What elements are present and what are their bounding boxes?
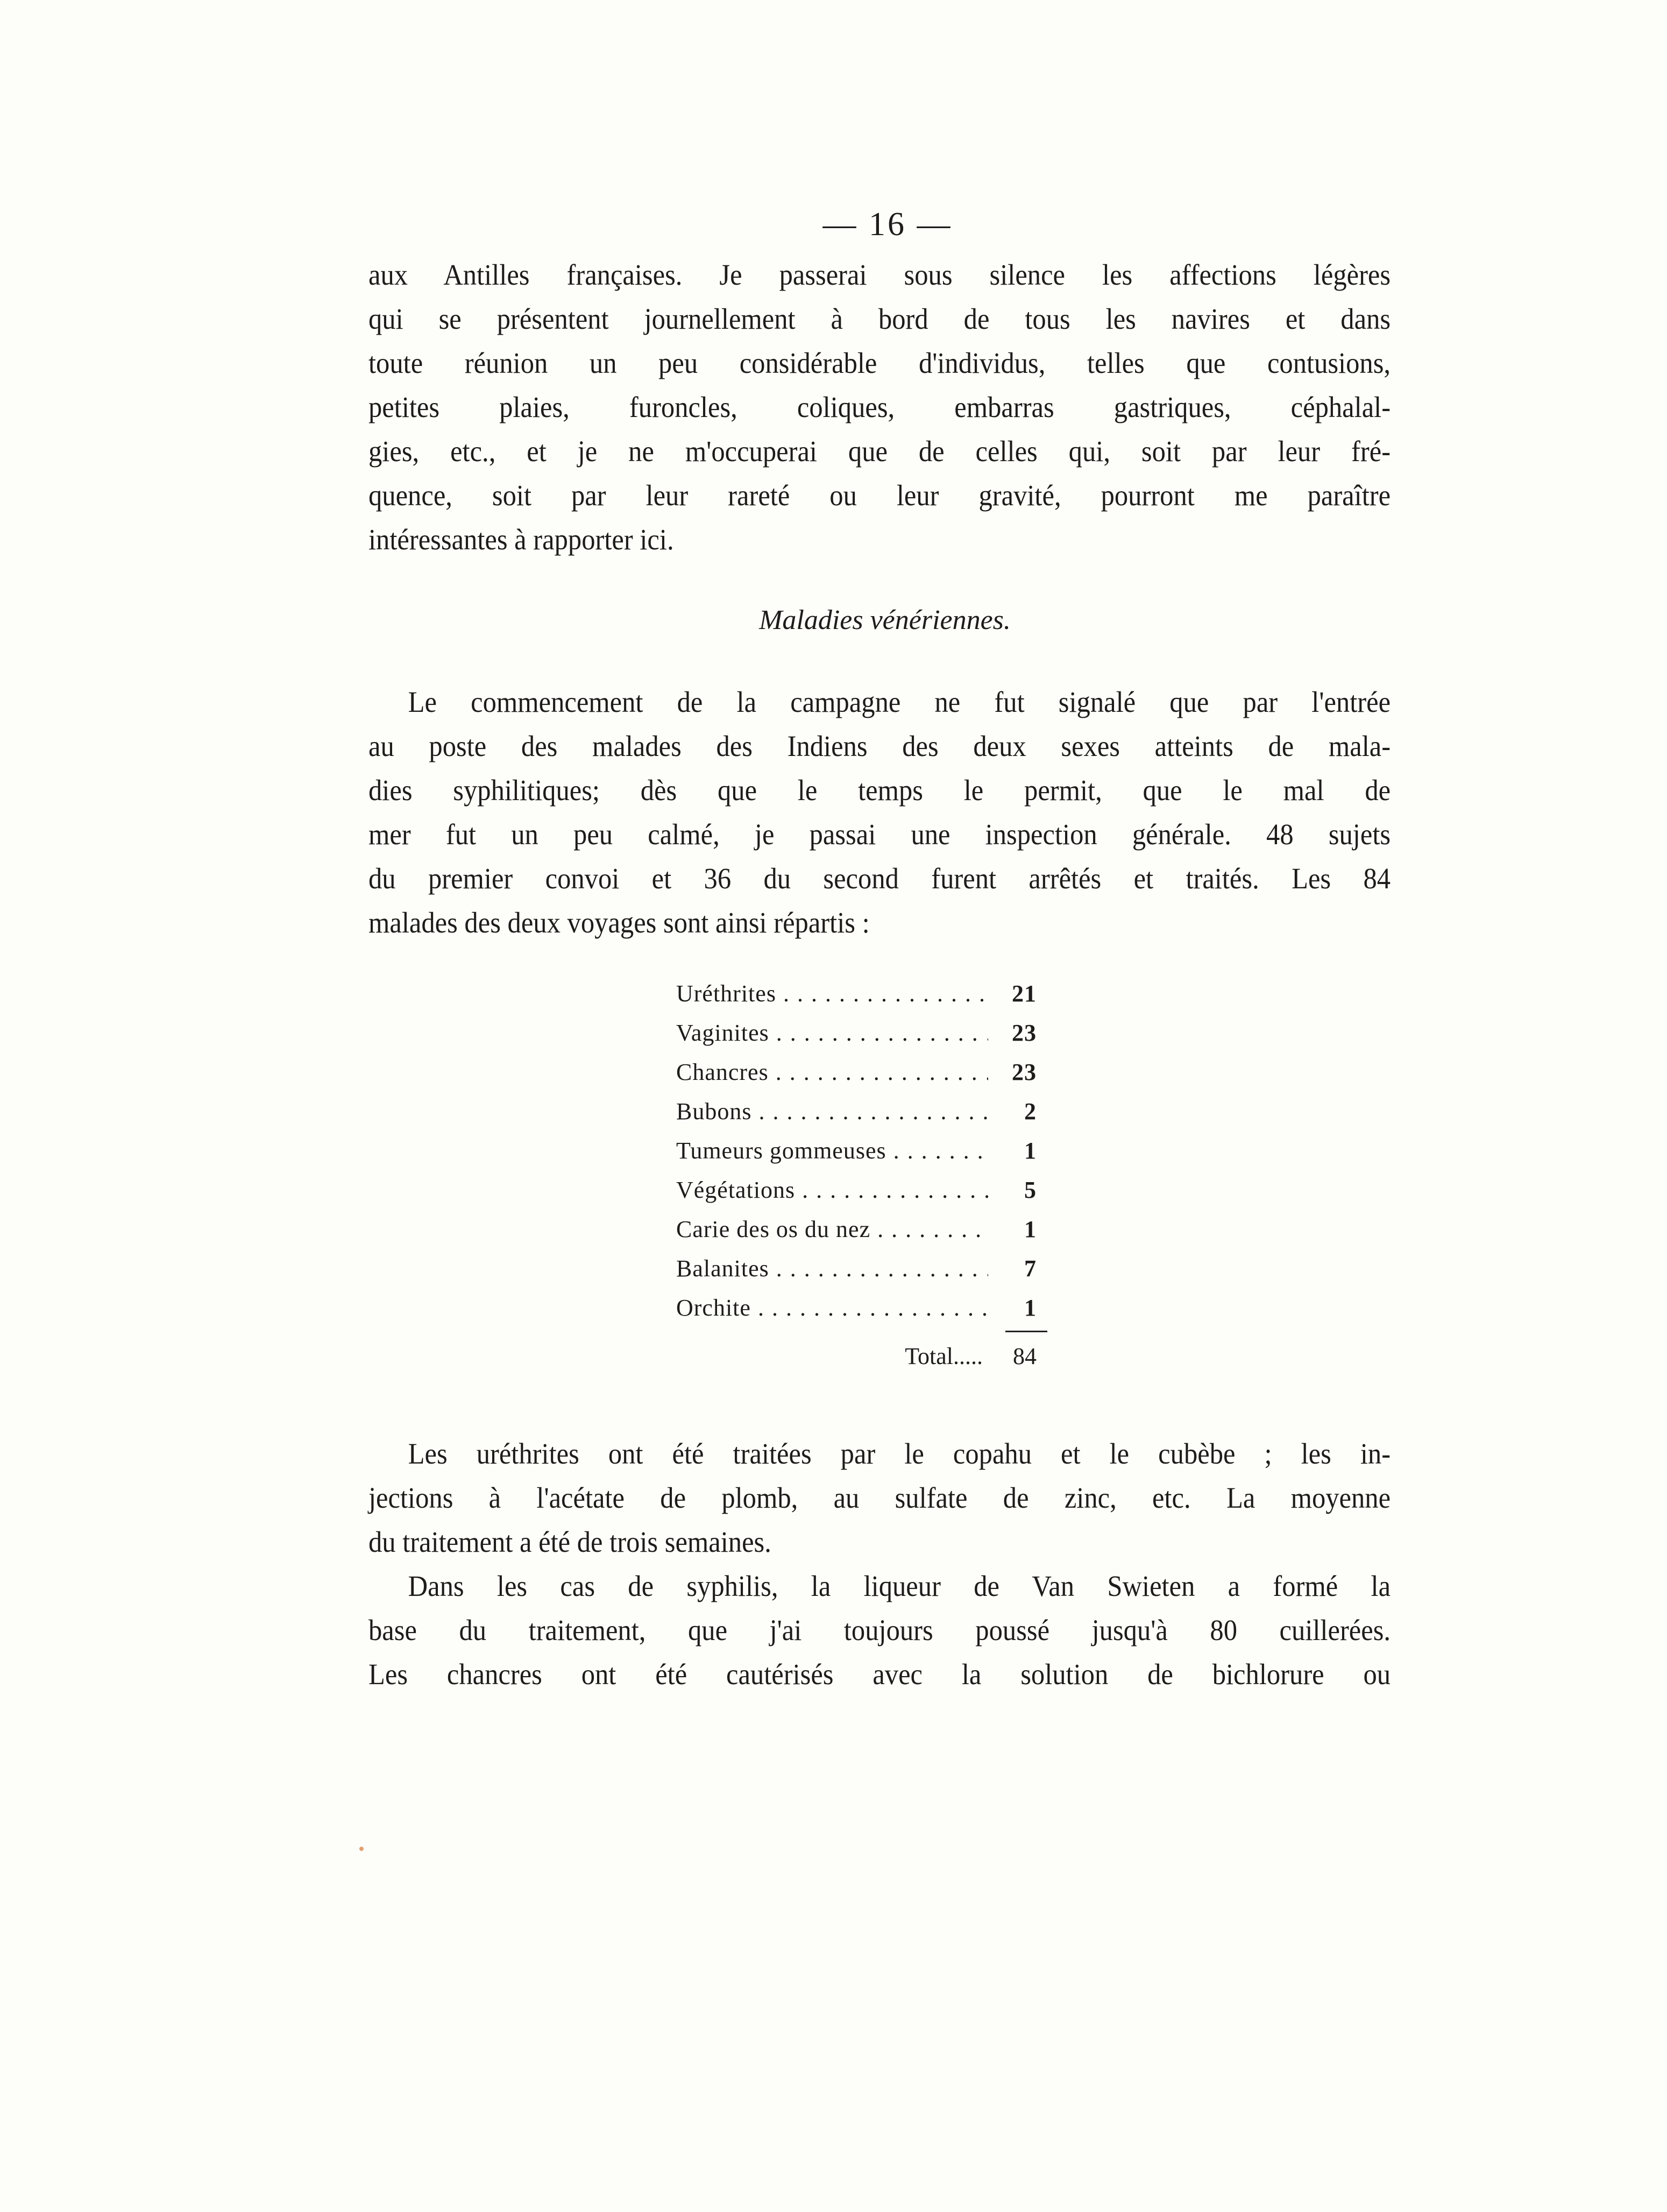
- table-row: [676, 1288, 1053, 1327]
- row-label: Balanites . . .: [676, 1249, 988, 1288]
- table-row: [676, 974, 1053, 1013]
- table-row: [676, 1249, 1053, 1288]
- paper-speck: [359, 1847, 364, 1851]
- text-line: petites plaies, furoncles, coliques, embarras gastriques, céphalal-: [368, 391, 1391, 423]
- row-label: Tumeurs gommeuses . . .: [676, 1131, 988, 1170]
- row-label: Chancres . . .: [676, 1052, 988, 1092]
- table-total-row: [676, 1340, 1053, 1373]
- text-line: Le commencement de la campagne ne fut signalé que par l'entrée: [408, 685, 1391, 718]
- row-value: 1: [1024, 1137, 1037, 1164]
- row-value: 21: [1012, 980, 1037, 1007]
- text-line: malades des deux voyages sont ainsi répartis :: [368, 906, 870, 939]
- text-line: mer fut un peu calmé, je passai une inspection générale. 48 sujets: [368, 818, 1391, 851]
- table-row: [676, 1092, 1053, 1131]
- text-line: base du traitement, que j'ai toujours poussé jusqu'à 80 cuillerées.: [368, 1614, 1391, 1646]
- text-line: Les uréthrites ont été traitées par le copahu et le cubèbe ; les in-: [408, 1437, 1391, 1470]
- table-row: [676, 1131, 1053, 1170]
- row-value: 23: [1012, 1059, 1037, 1085]
- section-heading: Maladies vénériennes.: [759, 605, 1011, 635]
- text-line: du premier convoi et 36 du second furent arrêtés et traités. Les 84: [368, 862, 1391, 895]
- text-line: gies, etc., et je ne m'occuperai que de celles qui, soit par leur fré-: [368, 435, 1391, 468]
- book-page: [368, 200, 1391, 1697]
- text-line: aux Antilles françaises. Je passerai sous silence les affections légères: [368, 258, 1391, 291]
- row-label: Uréthrites . . .: [676, 974, 988, 1013]
- row-value: 2: [1024, 1098, 1037, 1125]
- table-row: [676, 1013, 1053, 1052]
- total-value: 84: [1013, 1343, 1037, 1369]
- table-row: [676, 1052, 1053, 1092]
- row-value: 23: [1012, 1020, 1037, 1046]
- table-row: [676, 1210, 1053, 1249]
- text-line: au poste des malades des Indiens des deux sexes atteints de mala-: [368, 730, 1391, 762]
- row-value: 5: [1024, 1177, 1037, 1203]
- text-line: Les chancres ont été cautérisés avec la solution de bichlorure ou: [368, 1658, 1391, 1691]
- row-value: 1: [1024, 1295, 1037, 1321]
- divider: [1005, 1331, 1047, 1332]
- text-line: toute réunion un peu considérable d'individus, telles que contusions,: [368, 347, 1391, 379]
- text-line: Dans les cas de syphilis, la liqueur de Van Swieten a formé la: [408, 1570, 1391, 1602]
- row-label: Carie des os du nez . . .: [676, 1210, 988, 1249]
- page-number: — 16 —: [822, 206, 953, 243]
- text-line: quence, soit par leur rareté ou leur gravité, pourront me paraître: [368, 479, 1391, 512]
- row-label: Vaginites . . .: [676, 1013, 988, 1052]
- total-rule: [676, 1327, 1053, 1340]
- row-label: Végétations . . .: [676, 1170, 988, 1210]
- paragraph-urethritis-treatment: [368, 1432, 1391, 1564]
- text-line: dies syphilitiques; dès que le temps le permit, que le mal de: [368, 774, 1391, 807]
- disease-count-table: [676, 974, 1053, 1373]
- text-line: intéressantes à rapporter ici.: [368, 523, 674, 556]
- text-line: du traitement a été de trois semaines.: [368, 1525, 771, 1558]
- table-row: [676, 1170, 1053, 1210]
- paragraph-venereal-intro: [368, 680, 1391, 945]
- paragraph-syphilis-treatment: [368, 1564, 1391, 1697]
- paragraph-intro: [368, 253, 1391, 562]
- total-label: Total.....: [905, 1343, 983, 1369]
- text-line: jections à l'acétate de plomb, au sulfate de zinc, etc. La moyenne: [368, 1481, 1391, 1514]
- row-label: Orchite . . .: [676, 1288, 988, 1327]
- row-value: 7: [1024, 1255, 1037, 1282]
- row-value: 1: [1024, 1216, 1037, 1242]
- text-line: qui se présentent journellement à bord de tous les navires et dans: [368, 302, 1391, 335]
- row-label: Bubons . . .: [676, 1092, 988, 1131]
